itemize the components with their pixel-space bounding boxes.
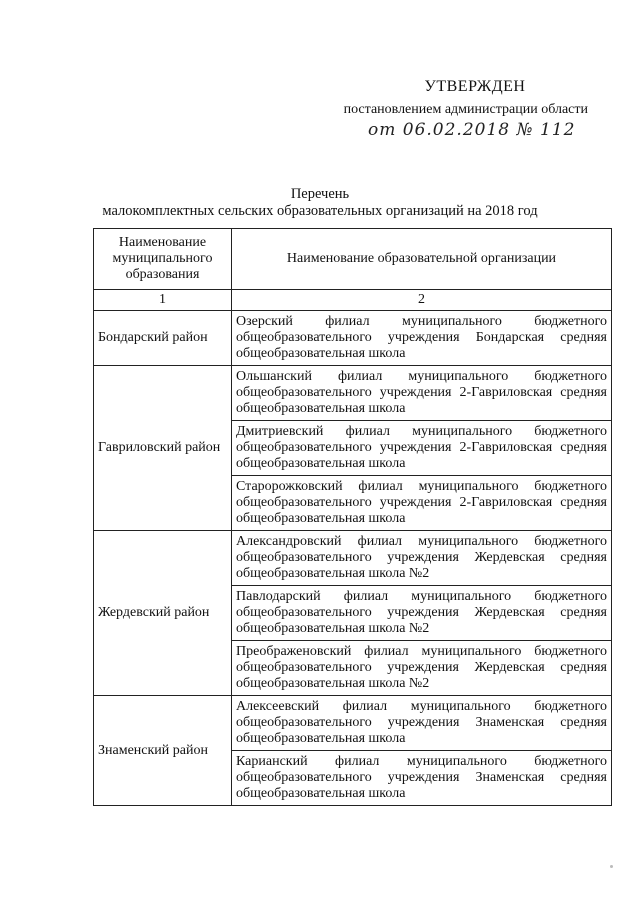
- approval-line: постановлением администрации области: [343, 102, 588, 117]
- column-number-2: 2: [232, 290, 612, 311]
- organization-cell: Александровский филиал муниципального бюджетного общеобразовательного учреждения Жердевская средняя общеобразовательная школа №2: [232, 531, 612, 586]
- column-header-municipality: Наименование муниципального образования: [94, 229, 232, 290]
- region-cell: Бондарский район: [94, 311, 232, 366]
- scan-speck: [610, 865, 613, 868]
- heading-subtitle: малокомплектных сельских образовательных организаций на 2018 год: [102, 203, 538, 219]
- table-header-row: [94, 229, 612, 290]
- approval-title: УТВЕРЖДЕН: [424, 78, 526, 95]
- column-number-1: 1: [94, 290, 232, 311]
- heading-title: Перечень: [290, 186, 350, 202]
- organization-cell: Озерский филиал муниципального бюджетного общеобразовательного учреждения Бондарская средняя общеобразовательная школа: [232, 311, 612, 366]
- table-row: [94, 696, 612, 751]
- table-row: [94, 311, 612, 366]
- organization-cell: Дмитриевский филиал муниципального бюджетного общеобразовательного учреждения 2-Гавриловская средняя общеобразовательная школа: [232, 421, 612, 476]
- table-row: [94, 531, 612, 586]
- organization-cell: Старорожковский филиал муниципального бюджетного общеобразовательного учреждения 2-Гавриловская средняя общеобразовательная школа: [232, 476, 612, 531]
- approval-block: [320, 78, 620, 140]
- organization-cell: Ольшанский филиал муниципального бюджетного общеобразовательного учреждения 2-Гавриловская средняя общеобразовательная школа: [232, 366, 612, 421]
- column-number-row: [94, 290, 612, 311]
- region-cell: Гавриловский район: [94, 366, 232, 531]
- organization-cell: Павлодарский филиал муниципального бюджетного общеобразовательного учреждения Жердевская средняя общеобразовательная школа №2: [232, 586, 612, 641]
- organizations-table: [93, 228, 612, 806]
- region-cell: Знаменский район: [94, 696, 232, 806]
- organization-cell: Преображеновский филиал муниципального бюджетного общеобразовательного учреждения Жердевская средняя общеобразовательная школа №2: [232, 641, 612, 696]
- table-row: [94, 366, 612, 421]
- region-cell: Жердевский район: [94, 531, 232, 696]
- document-heading: [0, 186, 640, 220]
- organization-cell: Карианский филиал муниципального бюджетного общеобразовательного учреждения Знаменская средняя общеобразовательная школа: [232, 751, 612, 806]
- column-header-organization: Наименование образовательной организации: [232, 229, 612, 290]
- organization-cell: Алексеевский филиал муниципального бюджетного общеобразовательного учреждения Знаменская средняя общеобразовательная школа: [232, 696, 612, 751]
- handwritten-date-number: от 06.02.2018 № 112: [368, 120, 576, 140]
